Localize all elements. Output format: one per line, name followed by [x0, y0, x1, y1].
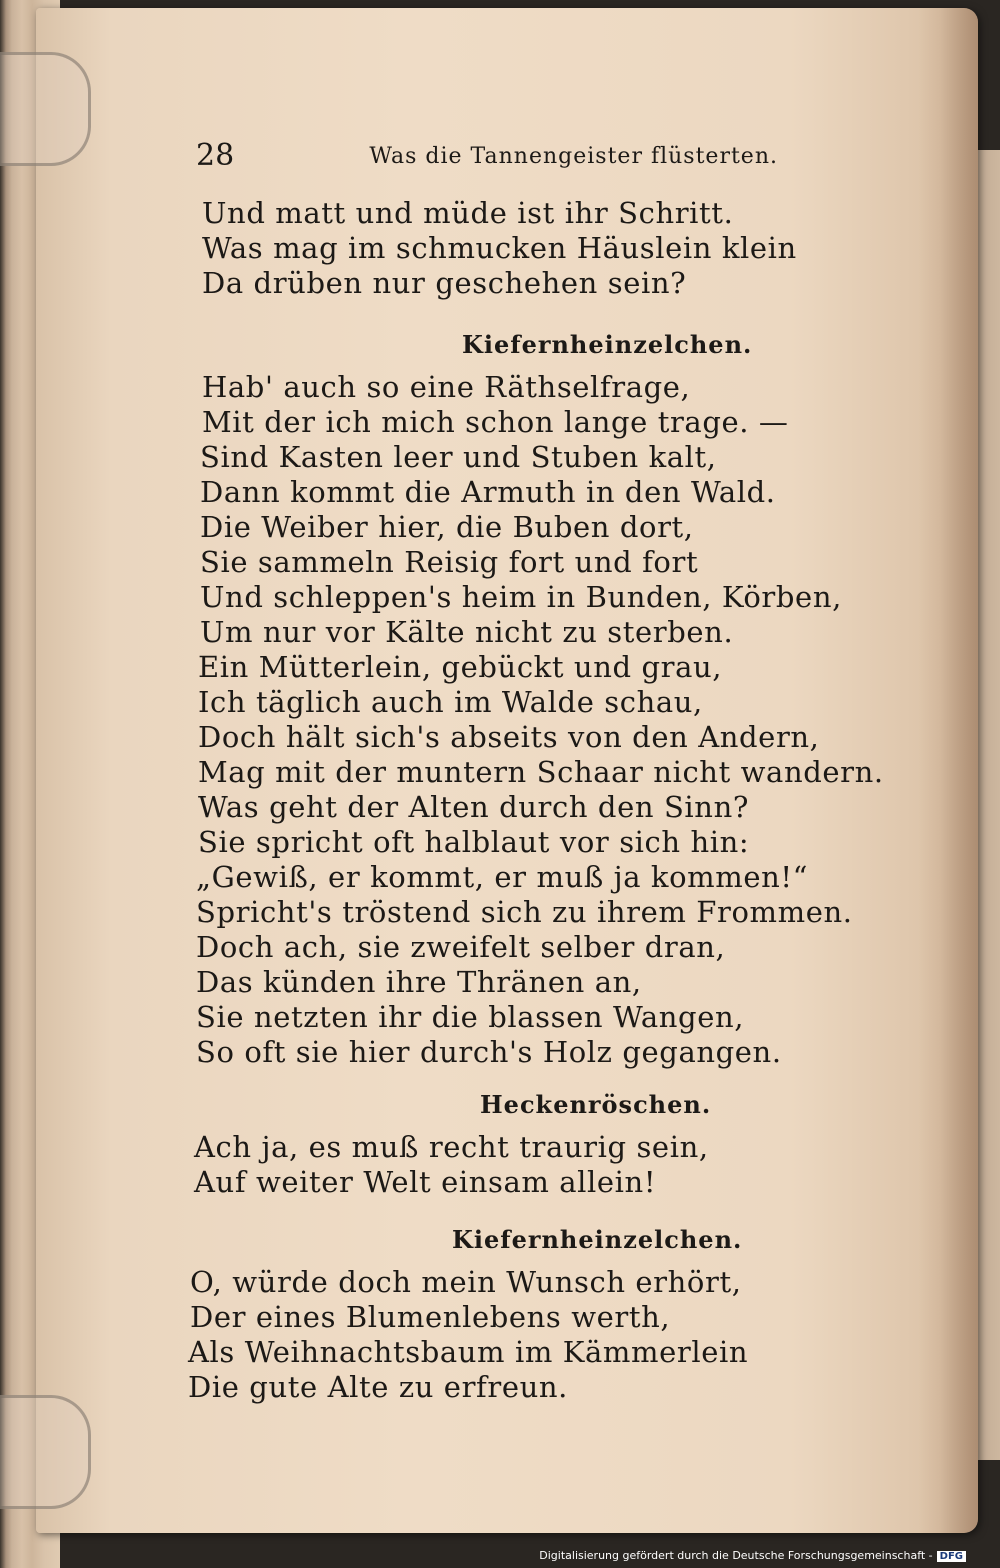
- top-page-clip: [0, 52, 91, 166]
- verse-line: Die Weiber hier, die Buben dort,: [200, 510, 694, 544]
- verse-line: Doch ach, sie zweifelt selber dran,: [196, 930, 726, 964]
- verse-line: Und matt und müde ist ihr Schritt.: [202, 196, 734, 230]
- credit-text: Digitalisierung gefördert durch die Deutsche Forschungsgemeinschaft -: [539, 1549, 933, 1562]
- verse-line: Um nur vor Kälte nicht zu sterben.: [200, 615, 734, 649]
- verse-line: So oft sie hier durch's Holz gegangen.: [196, 1035, 782, 1069]
- verse-line: Sie sammeln Reisig fort und fort: [200, 545, 699, 579]
- verse-line: Mag mit der muntern Schaar nicht wandern.: [198, 755, 884, 789]
- running-title: Was die Tannengeister flüsterten.: [369, 144, 778, 169]
- speaker-label: Kiefernheinzelchen.: [452, 1225, 743, 1254]
- verse-line: Ich täglich auch im Walde schau,: [198, 685, 703, 719]
- speaker-label: Kiefernheinzelchen.: [462, 330, 753, 359]
- verse-line: Auf weiter Welt einsam allein!: [194, 1165, 657, 1199]
- verse-line: O, würde doch mein Wunsch erhört,: [190, 1265, 742, 1299]
- verse-line: Ein Mütterlein, gebückt und grau,: [198, 650, 723, 684]
- verse-line: Was mag im schmucken Häuslein klein: [202, 231, 797, 265]
- verse-line: Mit der ich mich schon lange trage. —: [202, 405, 789, 439]
- verse-line: Doch hält sich's abseits von den Andern,: [198, 720, 820, 754]
- verse-line: Sind Kasten leer und Stuben kalt,: [200, 440, 717, 474]
- verse-line: Und schleppen's heim in Bunden, Körben,: [200, 580, 842, 614]
- verse-line: Sie spricht oft halblaut vor sich hin:: [198, 825, 750, 859]
- verse-line: Da drüben nur geschehen sein?: [202, 266, 687, 300]
- verse-line: Sie netzten ihr die blassen Wangen,: [196, 1000, 745, 1034]
- verse-line: Was geht der Alten durch den Sinn?: [198, 790, 749, 824]
- verse-line: Die gute Alte zu erfreun.: [188, 1370, 568, 1404]
- verse-line: Der eines Blumenlebens werth,: [190, 1300, 671, 1334]
- verse-line: Dann kommt die Armuth in den Wald.: [200, 475, 776, 509]
- page-number: 28: [196, 138, 235, 173]
- verse-line: Hab' auch so eine Räthselfrage,: [202, 370, 691, 404]
- verse-line: Spricht's tröstend sich zu ihrem Frommen.: [196, 895, 853, 929]
- verse-line: Ach ja, es muß recht traurig sein,: [194, 1130, 709, 1164]
- bottom-page-clip: [0, 1395, 91, 1509]
- speaker-label: Heckenröschen.: [480, 1090, 712, 1119]
- verse-line: Das künden ihre Thränen an,: [196, 965, 642, 999]
- dfg-logo: DFG: [937, 1551, 966, 1562]
- verse-line: „Gewiß, er kommt, er muß ja kommen!“: [196, 860, 809, 894]
- digitization-credit: [539, 1549, 966, 1562]
- running-header: [196, 138, 778, 178]
- verse-line: Als Weihnachtsbaum im Kämmerlein: [188, 1335, 749, 1369]
